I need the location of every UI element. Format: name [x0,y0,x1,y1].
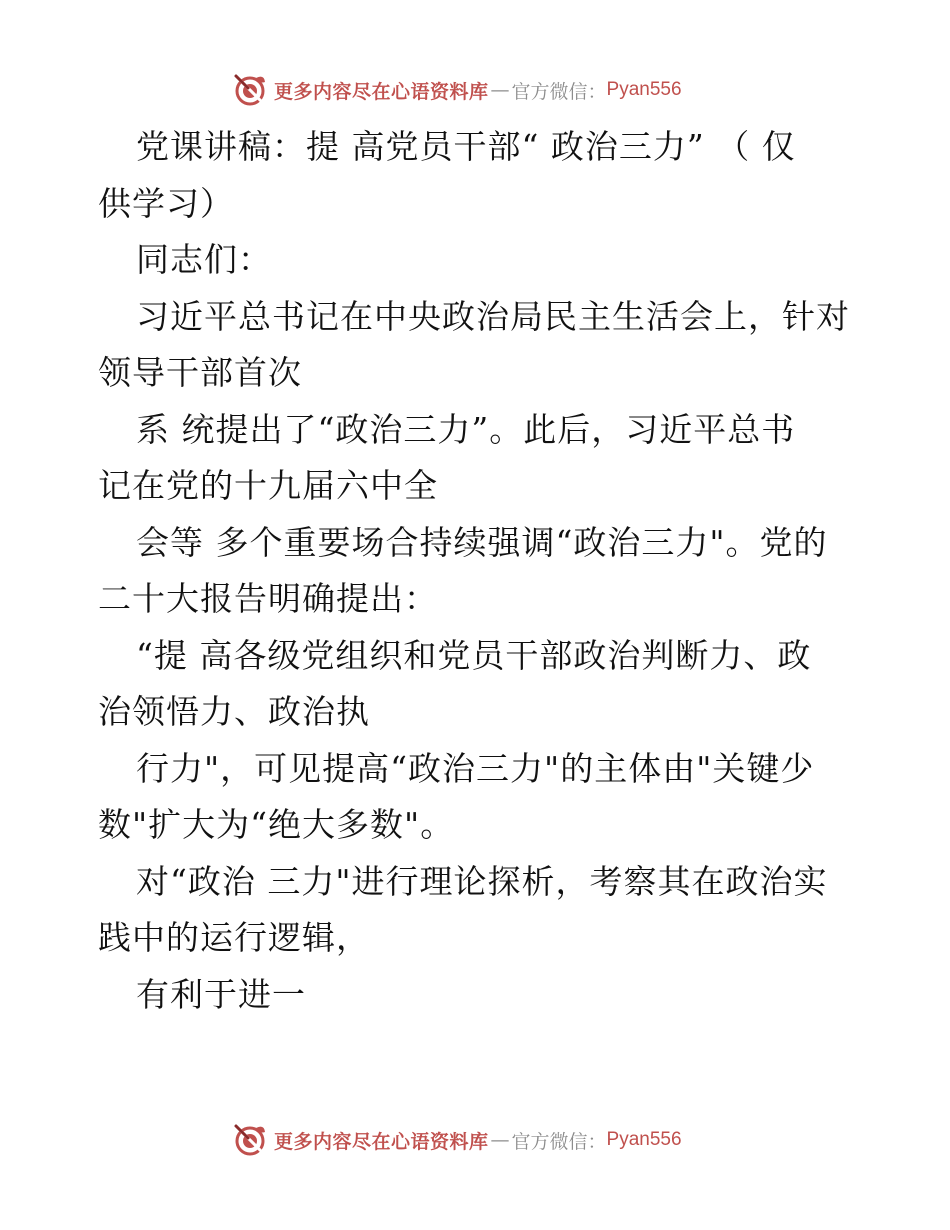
watermark-handle: Pyan556 [606,79,682,100]
paragraph-line: 践中的运行逻辑， [98,918,370,957]
quill-seal-logo-icon [232,1122,268,1158]
watermark-separator: — [490,1129,510,1151]
paragraph-line: 行力"，可见提高“政治三力"的主体由"关键少 [136,748,815,788]
title-line-2: 供学习） [98,183,234,223]
header-watermark [232,70,682,110]
paragraph-line: 对“政治 三力"进行理论探析，考察其在政治实 [136,861,828,901]
watermark-official-text: 官方微信： [511,80,607,103]
paragraph-line: 二十大报告明确提出： [98,579,438,618]
paragraph-line: 治领悟力、政治执 [98,692,370,731]
salutation-line: 同志们： [136,240,272,279]
paragraph-line: 系 统提出了“政治三力”。此后，习近平总书 [136,409,796,449]
footer-watermark [232,1120,682,1160]
watermark-official-text: 官方微信： [511,1130,607,1153]
paragraph-line: 数"扩大为“绝大多数"。 [98,805,455,844]
watermark-brand-text: 更多内容尽在心语资料库 [274,1130,489,1153]
paragraph-line: “提 高各级党组织和党员干部政治判断力、政 [136,635,812,675]
document-body [98,119,858,1023]
watermark-handle: Pyan556 [606,1129,682,1150]
paragraph-line: 会等 多个重要场合持续强调“政治三力"。党的 [136,522,828,562]
title-line-1: 党课讲稿：提 高党员干部“ 政治三力” （ 仅 [136,127,796,166]
paragraph-line: 习近平总书记在中央政治局民主生活会上，针对 [136,296,850,336]
paragraph-line: 有利于进一 [136,974,306,1014]
quill-seal-logo-icon [232,72,268,108]
paragraph-line: 记在党的十九届六中全 [98,466,438,505]
watermark-brand-text: 更多内容尽在心语资料库 [274,80,489,103]
watermark-separator: — [490,79,510,101]
paragraph-line: 领导干部首次 [98,353,302,392]
